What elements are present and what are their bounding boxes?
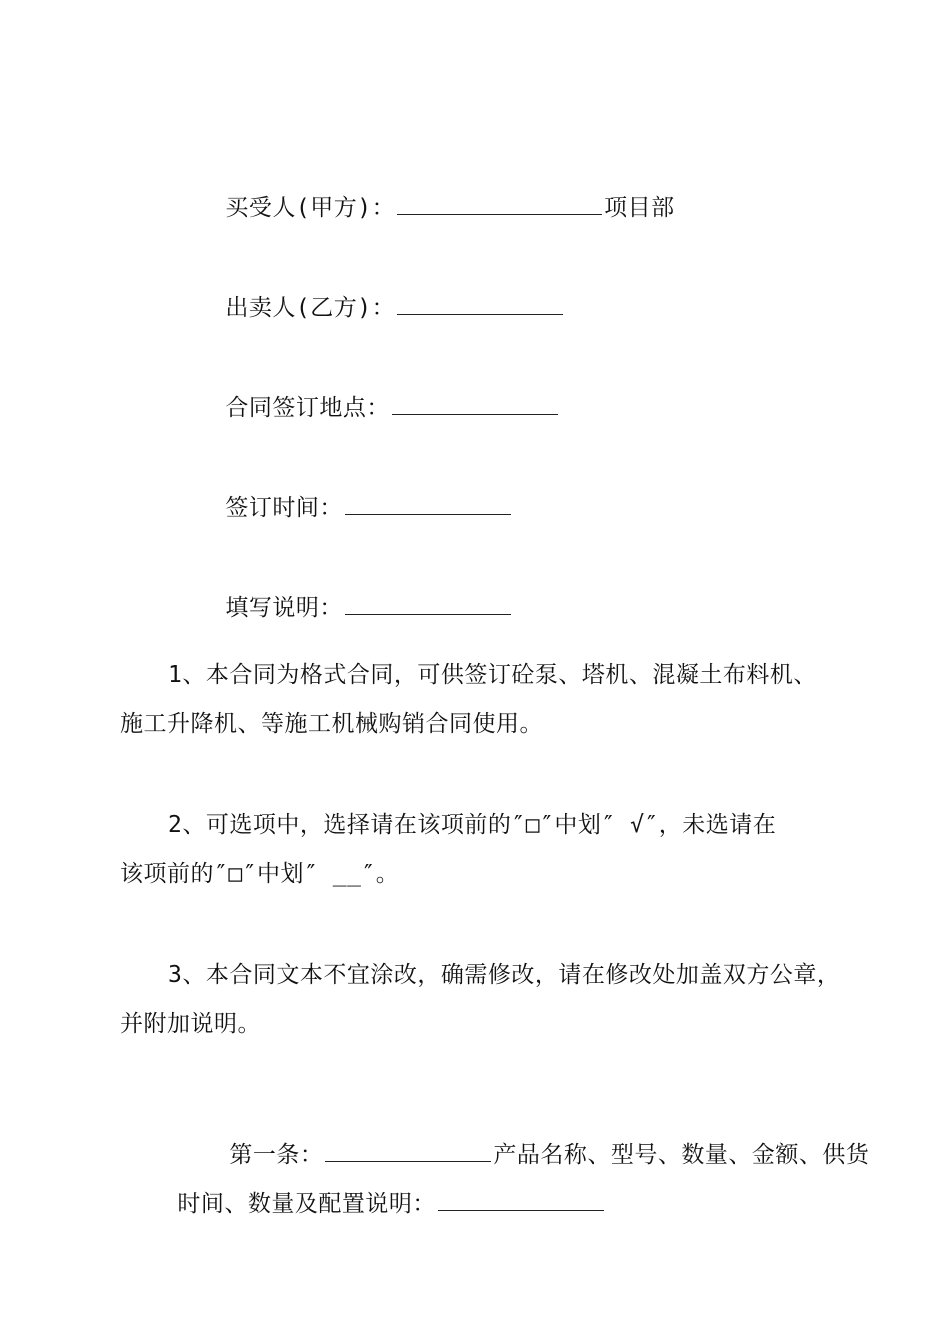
note-2-line-1: 2、可选项中，选择请在该项前的″□″中划″ √″，未选请在 [168, 812, 777, 838]
buyer-label: 买受人(甲方)： [225, 195, 396, 221]
place-blank[interactable] [392, 392, 558, 415]
buyer-blank[interactable] [397, 192, 602, 215]
time-line [168, 462, 513, 553]
seller-blank[interactable] [397, 292, 563, 315]
place-label: 合同签订地点： [225, 395, 390, 421]
notes-blank[interactable] [345, 592, 511, 615]
note-1-line-2: 施工升降机、等施工机械购销合同使用。 [120, 711, 543, 737]
article-1-config-blank[interactable] [438, 1188, 604, 1211]
place-line [168, 362, 560, 453]
note-1-line-1: 1、本合同为格式合同，可供签订砼泵、塔机、混凝土布料机、 [168, 662, 817, 688]
time-blank[interactable] [345, 492, 511, 515]
seller-line [168, 262, 565, 353]
article-1-suffix: 产品名称、型号、数量、金额、供货 [493, 1142, 870, 1168]
note-3-line-1: 3、本合同文本不宜涂改，确需修改，请在修改处加盖双方公章， [168, 962, 841, 988]
notes-label: 填写说明： [225, 595, 343, 621]
article-1-line-2-text: 时间、数量及配置说明： [177, 1191, 436, 1217]
article-1-prefix: 第一条： [229, 1142, 324, 1168]
note-3-line-2: 并附加说明。 [120, 1011, 261, 1037]
buyer-line [168, 162, 675, 253]
notes-line [168, 562, 513, 653]
time-label: 签订时间： [225, 495, 343, 521]
buyer-suffix: 项目部 [604, 195, 675, 221]
note-2-line-2: 该项前的″□″中划″ __″。 [120, 861, 400, 887]
article-1-line-2 [120, 1158, 606, 1249]
seller-label: 出卖人(乙方)： [225, 295, 396, 321]
